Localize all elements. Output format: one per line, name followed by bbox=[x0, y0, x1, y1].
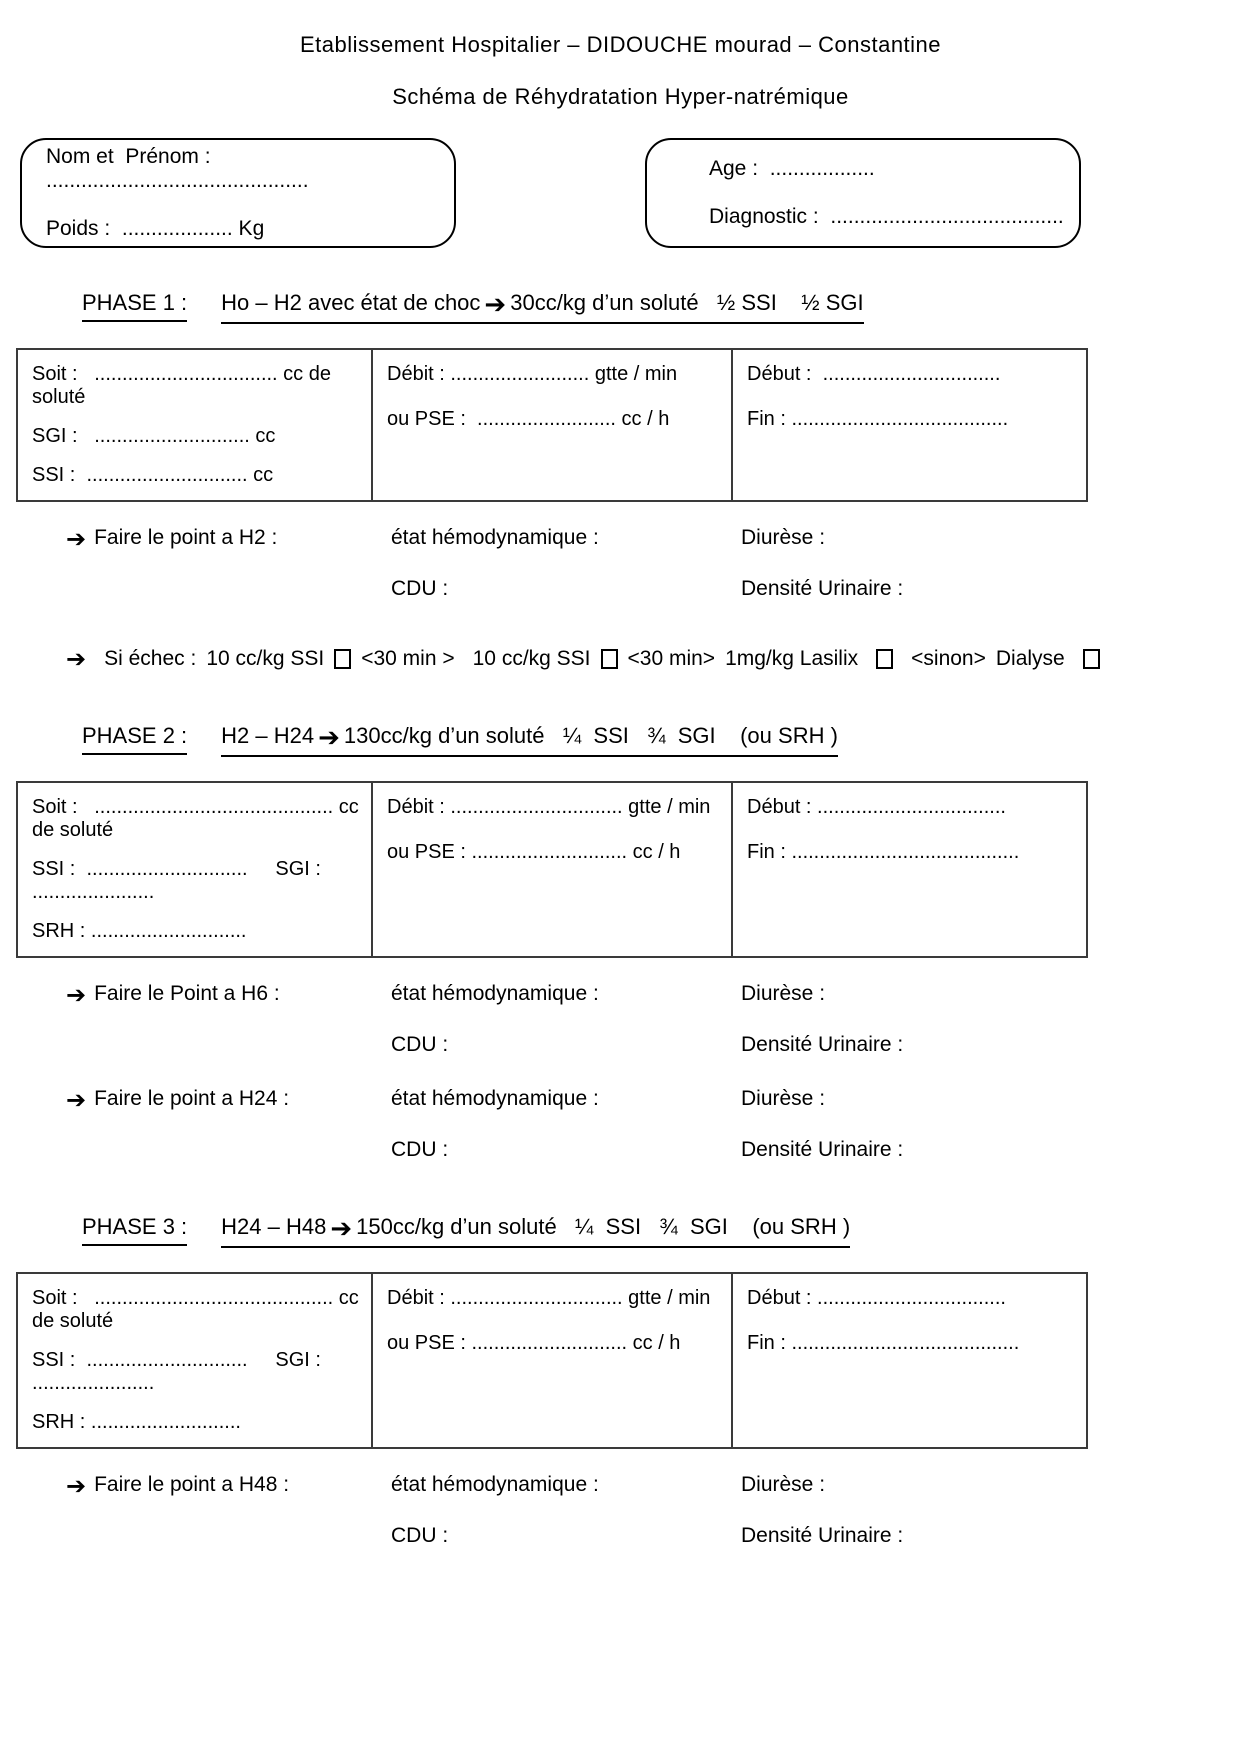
phase3-debit-cell bbox=[373, 1274, 733, 1447]
phase3-horaire-cell bbox=[733, 1274, 1086, 1447]
phase3-dose: 150cc/kg d’un soluté ¼ SSI ¾ SGI (ou SRH ) bbox=[356, 1214, 851, 1239]
identity-boxes bbox=[20, 138, 1081, 248]
debut-line: Début : ................................ bbox=[747, 363, 1001, 385]
si-echec-row bbox=[66, 647, 1241, 671]
phase1-dose: 30cc/kg d’un soluté ½ SSI ½ SGI bbox=[510, 290, 864, 315]
fin-line: Fin : ......................................... bbox=[747, 1332, 1020, 1354]
densite-urinaire-label: Densité Urinaire : bbox=[741, 1033, 904, 1056]
form-title: Schéma de Réhydratation Hyper-natrémique bbox=[392, 84, 849, 109]
phase2-label: PHASE 2 : bbox=[82, 723, 187, 755]
si-echec-seg4: <30 min> bbox=[627, 647, 716, 670]
soit-line: Soit : ................................. cc de soluté bbox=[32, 363, 337, 408]
phase2-dose: 130cc/kg d’un soluté ¼ SSI ¾ SGI (ou SRH ) bbox=[343, 723, 838, 748]
arrow-icon: ➔ bbox=[66, 645, 87, 673]
checkbox-icon bbox=[876, 649, 893, 669]
densite-urinaire-label: Densité Urinaire : bbox=[741, 1138, 904, 1161]
ssi-sgi-line: SSI : ............................. SGI : ...................... bbox=[32, 858, 333, 903]
fin-line: Fin : ......................................... bbox=[747, 841, 1020, 863]
checkpoint-h24-row2 bbox=[66, 1138, 1241, 1162]
phase3-heading bbox=[82, 1214, 1241, 1248]
etat-hemodynamique-label: état hémodynamique : bbox=[391, 1473, 599, 1496]
checkpoint-h24-row bbox=[66, 1087, 1241, 1112]
diurese-label: Diurèse : bbox=[741, 1473, 826, 1496]
phase2-table bbox=[16, 781, 1088, 958]
info-box bbox=[645, 138, 1081, 248]
si-echec-seg3: 10 cc/kg SSI bbox=[472, 647, 591, 670]
phase2-debit-cell bbox=[373, 783, 733, 956]
si-echec-seg6: <sinon> bbox=[911, 647, 986, 670]
phase1-debit-cell bbox=[373, 350, 733, 500]
si-echec-seg2: <30 min > bbox=[361, 647, 455, 670]
etat-hemodynamique-label: état hémodynamique : bbox=[391, 526, 599, 549]
debit-line: Débit : ............................... gtte / min bbox=[387, 1287, 711, 1309]
nom-prenom-field: Nom et Prénom : ............................................. bbox=[46, 145, 309, 192]
arrow-icon: ➔ bbox=[484, 290, 507, 320]
si-echec-seg1: 10 cc/kg SSI bbox=[206, 647, 325, 670]
checkpoint-h2-row bbox=[66, 526, 1241, 551]
debut-line: Début : .................................. bbox=[747, 1287, 1006, 1309]
cdu-label: CDU : bbox=[391, 577, 449, 600]
phase1-horaire-cell bbox=[733, 350, 1086, 500]
soit-line: Soit : ........................................... cc de soluté bbox=[32, 1287, 365, 1332]
phase3-soit-cell bbox=[18, 1274, 373, 1447]
diurese-label: Diurèse : bbox=[741, 982, 826, 1005]
checkpoint-h6-row bbox=[66, 982, 1241, 1007]
debit-line: Débit : ......................... gtte / min bbox=[387, 363, 678, 385]
pse-line: ou PSE : ............................ cc / h bbox=[387, 1332, 681, 1354]
cdu-label: CDU : bbox=[391, 1033, 449, 1056]
cdu-label: CDU : bbox=[391, 1138, 449, 1161]
densite-urinaire-label: Densité Urinaire : bbox=[741, 1524, 904, 1547]
si-echec-seg7: Dialyse bbox=[995, 647, 1065, 670]
debit-line: Débit : ............................... gtte / min bbox=[387, 796, 711, 818]
phase3-table bbox=[16, 1272, 1088, 1449]
phase3-label: PHASE 3 : bbox=[82, 1214, 187, 1246]
diurese-label: Diurèse : bbox=[741, 1087, 826, 1110]
checkpoint-h2-label: ➔ Faire le point a H2 : bbox=[66, 525, 278, 553]
phase1-table bbox=[16, 348, 1088, 502]
phase1-heading bbox=[82, 290, 1241, 324]
hospital-name: Etablissement Hospitalier – DIDOUCHE mourad – Constantine bbox=[299, 32, 942, 57]
phase3-range: H24 – H48 bbox=[221, 1214, 327, 1239]
fin-line: Fin : ....................................... bbox=[747, 408, 1009, 430]
etat-hemodynamique-label: état hémodynamique : bbox=[391, 982, 599, 1005]
poids-field: Poids : ................... Kg bbox=[46, 217, 265, 240]
arrow-icon: ➔ bbox=[318, 723, 340, 753]
debut-line: Début : .................................. bbox=[747, 796, 1006, 818]
checkpoint-h48-row2 bbox=[66, 1524, 1241, 1548]
soit-line: Soit : ........................................... cc de soluté bbox=[32, 796, 365, 841]
checkpoint-h6-row2 bbox=[66, 1033, 1241, 1057]
si-echec-label: Si échec : bbox=[104, 647, 197, 670]
ssi-sgi-line: SSI : ............................. SGI : ...................... bbox=[32, 1349, 333, 1394]
phase2-horaire-cell bbox=[733, 783, 1086, 956]
srh-line: SRH : ........................... bbox=[32, 1411, 241, 1433]
arrow-icon: ➔ bbox=[66, 1472, 87, 1500]
phase2-soit-cell bbox=[18, 783, 373, 956]
checkbox-icon bbox=[1083, 649, 1100, 669]
phase1-soit-cell bbox=[18, 350, 373, 500]
srh-line: SRH : ............................ bbox=[32, 920, 247, 942]
checkpoint-h2-row2 bbox=[66, 577, 1241, 601]
phase1-label: PHASE 1 : bbox=[82, 290, 187, 322]
ssi-line: SSI : ............................. cc bbox=[32, 464, 274, 486]
densite-urinaire-label: Densité Urinaire : bbox=[741, 577, 904, 600]
arrow-icon: ➔ bbox=[66, 981, 87, 1009]
checkpoint-h6-label: ➔ Faire le Point a H6 : bbox=[66, 981, 280, 1009]
checkbox-icon bbox=[334, 649, 351, 669]
arrow-icon: ➔ bbox=[330, 1214, 353, 1244]
phase2-range: H2 – H24 bbox=[221, 723, 315, 748]
diagnostic-field: Diagnostic : ........................................ bbox=[709, 205, 1064, 228]
phase2-heading bbox=[82, 723, 1241, 757]
diurese-label: Diurèse : bbox=[741, 526, 826, 549]
checkbox-icon bbox=[601, 649, 618, 669]
patient-box bbox=[20, 138, 456, 248]
checkpoint-h48-label: ➔ Faire le point a H48 : bbox=[66, 1472, 290, 1500]
si-echec-seg5: 1mg/kg Lasilix bbox=[725, 647, 859, 670]
age-field: Age : .................. bbox=[709, 157, 875, 180]
cdu-label: CDU : bbox=[391, 1524, 449, 1547]
pse-line: ou PSE : ......................... cc / h bbox=[387, 408, 670, 430]
phase1-range: Ho – H2 avec état de choc bbox=[221, 290, 481, 315]
sgi-line: SGI : ............................ cc bbox=[32, 425, 276, 447]
arrow-icon: ➔ bbox=[66, 525, 87, 553]
arrow-icon: ➔ bbox=[66, 1086, 87, 1114]
pse-line: ou PSE : ............................ cc / h bbox=[387, 841, 681, 863]
checkpoint-h48-row bbox=[66, 1473, 1241, 1498]
etat-hemodynamique-label: état hémodynamique : bbox=[391, 1087, 599, 1110]
checkpoint-h24-label: ➔ Faire le point a H24 : bbox=[66, 1086, 290, 1114]
